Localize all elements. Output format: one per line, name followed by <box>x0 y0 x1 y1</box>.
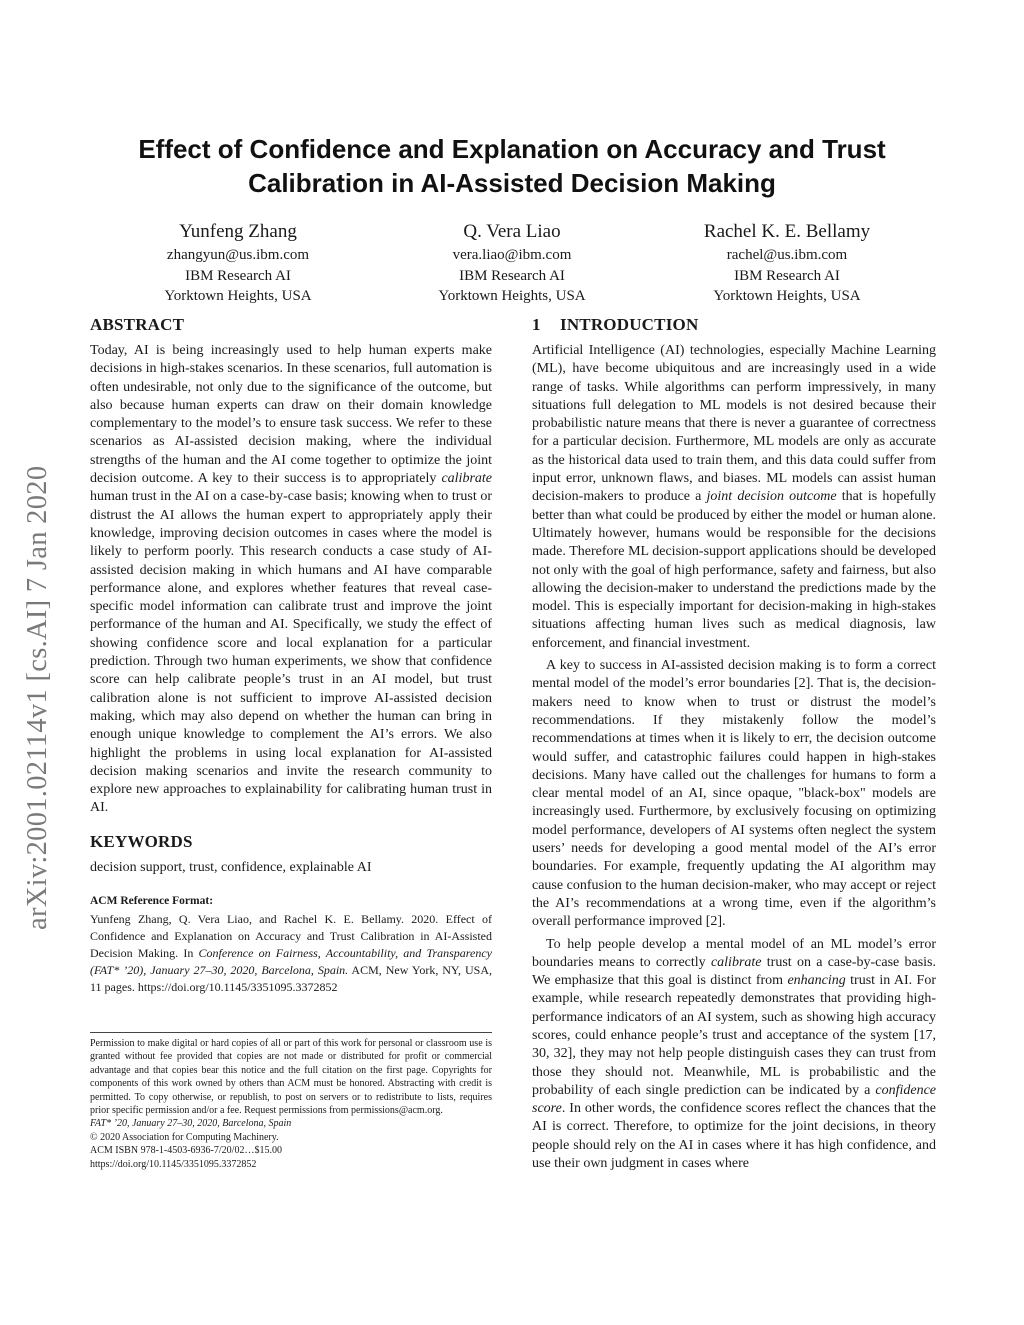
author-location: Yorktown Heights, USA <box>438 288 586 304</box>
title-line-1: Effect of Confidence and Explanation on Accuracy and Trust <box>138 134 886 164</box>
acm-reference-heading: ACM Reference Format: <box>90 895 214 908</box>
author-email[interactable]: vera.liao@ibm.com <box>452 247 572 263</box>
permission-doi[interactable]: https://doi.org/10.1145/3351095.3372852 <box>90 1158 257 1170</box>
author-block-3 <box>662 219 912 307</box>
author-affiliation: IBM Research AI <box>459 267 565 284</box>
author-affiliation: IBM Research AI <box>734 267 840 284</box>
arxiv-stamp: arXiv:2001.02114v1 [cs.AI] 7 Jan 2020 <box>22 465 53 930</box>
author-location: Yorktown Heights, USA <box>164 288 312 304</box>
author-block-2 <box>387 219 637 307</box>
permission-venue: FAT* ’20, January 27–30, 2020, Barcelona, Spain <box>90 1118 292 1130</box>
permission-text: Permission to make digital or hard copies of all or part of this work for personal or classroom use is granted without fee provided that copies are not made or distributed for profit or commercial advantage and that copies bear this notice and the full citation on the first page. Copyrights for components of this work owned by others than ACM must be honored. Abstracting with credit is permitted. To copy otherwise, or republish, to post on servers or to redistribute to lists, requires prior specific permission and/or a fee. Request permissions from permissions@acm.org. <box>90 1038 492 1117</box>
keywords-heading: KEYWORDS <box>90 831 193 851</box>
author-name: Rachel K. E. Bellamy <box>703 221 871 242</box>
permission-isbn: ACM ISBN 978-1-4503-6936-7/20/02…$15.00 <box>90 1145 282 1157</box>
author-email[interactable]: zhangyun@us.ibm.com <box>166 247 310 263</box>
left-column <box>90 314 492 996</box>
permission-footnote <box>90 1032 492 1171</box>
abstract-heading: ABSTRACT <box>90 315 185 334</box>
right-column <box>532 314 936 1173</box>
permission-copyright: © 2020 Association for Computing Machinery. <box>90 1131 279 1143</box>
intro-paragraph-1: Artificial Intelligence (AI) technologies, especially Machine Learning (ML), have become ubiquitous and are increasingly used in a wide range of tasks. While algorithms can perform impressively, in many situations full delegation to ML models is not desired because their probabilistic nature means that there is never a guarantee of correctness for a particular decision. Furthermore, ML models are only as accurate as the historical data used to train them, and this data could suffer from input error, unknown flaws, and biases. ML models can assist human decision-makers to produce a joint decision outcome that is hopefully better than what could be produced by either the model or human alone. Ultimately however, humans would be responsible for the decisions made. Therefore ML decision-support applications should be developed not only with the goal of high performance, safety and fairness, but also allowing the decision-maker to understand the predictions made by the model. This is especially important for decision-making in high-stakes situations affecting human lives such as medical diagnosis, law enforcement, and financial investment. <box>532 343 936 651</box>
author-name: Yunfeng Zhang <box>179 221 297 242</box>
author-location: Yorktown Heights, USA <box>713 288 861 304</box>
acm-reference-text: Yunfeng Zhang, Q. Vera Liao, and Rachel K. E. Bellamy. 2020. Effect of Confidence and Explanation on Accuracy and Trust Calibration in AI-Assisted Decision Making. In Conference on Fairness, Accountability, and Transparency (FAT* ’20), January 27–30, 2020, Barcelona, Spain. ACM, New York, NY, USA, 11 pages. https://doi.org/10.1145/3351095.3372852 <box>90 912 492 995</box>
author-email[interactable]: rachel@us.ibm.com <box>726 247 848 263</box>
author-block-1 <box>113 219 363 307</box>
keywords-text: decision support, trust, confidence, explainable AI <box>90 859 372 875</box>
intro-heading: 1 INTRODUCTION <box>532 315 699 334</box>
abstract-text: Today, AI is being increasingly used to help human experts make decisions in high-stakes scenarios. In these scenarios, full automation is often undesirable, not only due to the significance of the outcome, but also because human experts can draw on their domain knowledge complementary to the model’s to ensure task success. We refer to these scenarios as AI-assisted decision making, where the individual strengths of the human and the AI come together to optimize the joint decision outcome. A key to their success is to appropriately calibrate human trust in the AI on a case-by-case basis; knowing when to trust or distrust the AI allows the human expert to appropriately apply their knowledge, improving decision outcomes in cases where the model is likely to perform poorly. This research conducts a case study of AI-assisted decision making in which humans and AI have comparable performance alone, and explores whether features that reveal case-specific model information can calibrate trust and improve the joint performance of the human and AI. Specifically, we study the effect of showing confidence score and local explanation for a particular prediction. Through two human experiments, we show that confidence score can help calibrate people’s trust in an AI model, but trust calibration alone is not sufficient to improve AI-assisted decision making, which may also depend on whether the human can bring in enough unique knowledge to complement the AI’s errors. We also highlight the problems in using local explanation for AI-assisted decision making scenarios and invite the research community to explore new approaches to explainability for calibrating human trust in AI. <box>90 343 492 816</box>
author-name: Q. Vera Liao <box>463 221 561 242</box>
author-affiliation: IBM Research AI <box>185 267 291 284</box>
intro-paragraph-2: A key to success in AI-assisted decision making is to form a correct mental model of the model’s error boundaries [2]. That is, the decision-makers need to know when to trust or distrust the model’s recommendations. If they mistakenly follow the model’s recommendations at times when it is likely to err, the decision outcome would suffer, and catastrophic failures could happen in high-stakes decisions. Many have called out the challenges for humans to form a clear mental model of an AI, since opaque, "black-box" models are increasingly used. Furthermore, by exclusively focusing on optimizing model performance, developers of AI systems often neglect the system users’ needs for developing a good mental model of the AI’s error boundaries. For example, frequently updating the AI algorithm may cause confusion to the human decision-maker, who may accept or reject the AI’s recommendations at a wrong time, even if the algorithm’s overall performance improved [2]. <box>532 658 936 930</box>
title-line-2: Calibration in AI-Assisted Decision Making <box>248 168 776 198</box>
paper-title <box>80 132 944 200</box>
intro-paragraph-3: To help people develop a mental model of an ML model’s error boundaries means to correctly calibrate trust on a case-by-case basis. We emphasize that this goal is distinct from enhancing trust in AI. For example, while research repeatedly demonstrates that providing high-performance indicators of an AI system, such as showing high accuracy scores, could enhance people’s trust and acceptance of the system [17, 30, 32], they may not help people distinguish cases they can trust from those they should not. Meanwhile, ML is probabilistic and the probability of each single prediction can be indicated by a confidence score. In other words, the confidence scores reflect the chances that the AI is correct. Therefore, to optimize for the joint decisions, in theory people should rely on the AI in cases where it has high confidence, and use their own judgment in cases where <box>532 936 937 1172</box>
